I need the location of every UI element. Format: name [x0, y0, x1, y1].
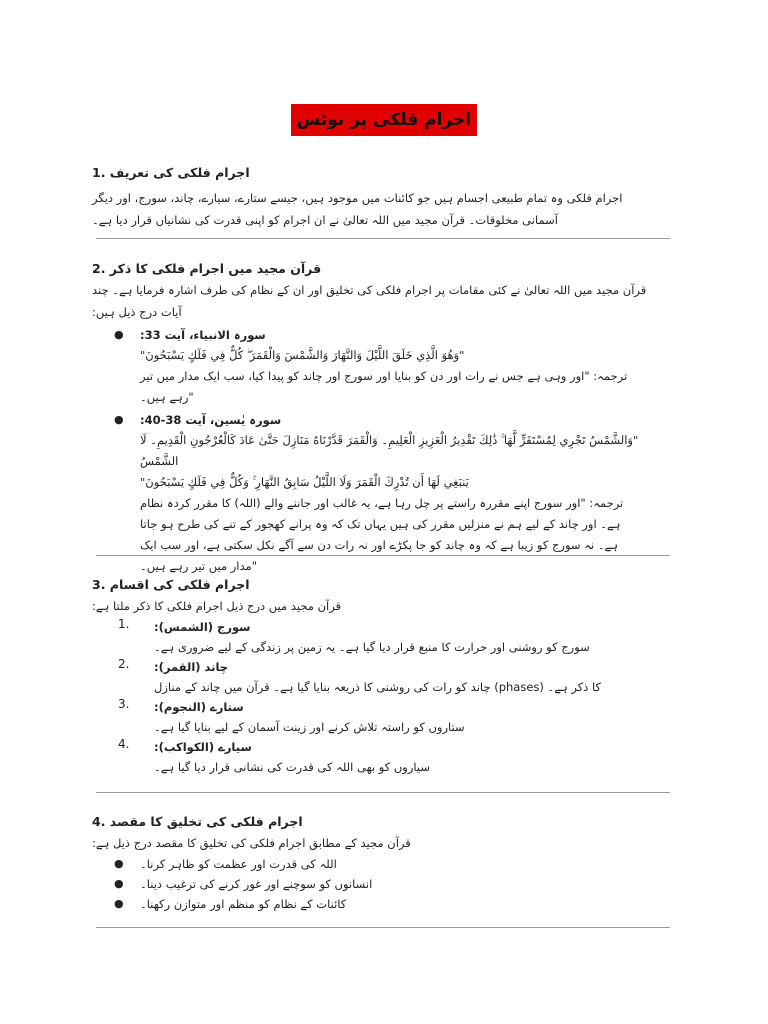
translation-line: ہے۔ اور چاند کے لیے ہم نے منزلیں مقرر کی ہیں یہاں تک کہ وہ پرانے کھجور کے تنے کی طرح ہو جاتا: [140, 517, 621, 531]
divider: [96, 792, 670, 793]
list-text: انسانوں کو سوچنے اور غور کرنے کی ترغیب دینا۔: [140, 877, 373, 891]
section-heading: اجرام فلکی کی تعریف .1: [92, 165, 250, 180]
list-item: [92, 894, 670, 914]
arabic-verse: "وَالشَّمْسُ تَجْرِي لِمُسْتَقَرٍّ لَّهَا ۚ ذَٰلِكَ تَقْدِيرُ الْعَزِيزِ الْعَلِيمِ۔ وَالْقَمَرَ قَدَّرْنَاهُ مَنَازِلَ حَتَّىٰ عَادَ كَالْعُرْجُونِ الْقَدِيمِ۔ لَا الشَّمْسُ: [140, 433, 639, 468]
divider: [96, 238, 670, 239]
paragraph-line: قرآن مجید میں اللہ تعالیٰ نے کئی مقامات پر اجرام فلکی کی تخلیق اور ان کے نظام کی طرف اشارہ فرمایا ہے۔ چند: [92, 283, 647, 297]
item-number: 2.: [118, 657, 130, 671]
section-types: [92, 575, 670, 777]
section-heading: اجرام فلکی کی اقسام .3: [92, 577, 250, 592]
item-label: ستارے (النجوم):: [154, 700, 244, 714]
list-item: [92, 854, 670, 874]
verse-reference: سورہ الانبیاء، آیت 33:: [140, 328, 266, 342]
paragraph-line: آسمانی مخلوقات۔ قرآن مجید میں اللہ تعالیٰ نے ان اجرام کو اپنی قدرت کی نشانیاں قرار دیا ہے۔: [92, 213, 558, 227]
list-item: [92, 697, 670, 737]
list-item: [92, 874, 670, 894]
paragraph-line: :آیات درج ذیل ہیں: [92, 305, 182, 319]
section-purpose: [92, 812, 670, 914]
item-label: سورج (الشمس):: [154, 620, 251, 634]
bullet-icon: ●: [114, 413, 124, 426]
title-wrap: [0, 104, 768, 136]
divider: [96, 555, 670, 556]
item-label: چاند (القمر):: [154, 660, 229, 674]
bullet-icon: ●: [114, 877, 124, 890]
bullet-icon: ●: [114, 857, 124, 870]
translation-line: ترجمہ: "اور وہی ہے جس نے رات اور دن کو بنایا اور سورج اور چاند کو پیدا کیا، سب ایک مدار میں تیر: [140, 369, 628, 383]
list-text: اللہ کی قدرت اور عظمت کو ظاہر کرنا۔: [140, 857, 337, 871]
item-description: ستاروں کو راستہ تلاش کرنے اور زینت آسمان کے لیے بنایا گیا ہے۔: [154, 720, 465, 734]
item-label: سیارے (الکواکب):: [154, 740, 252, 754]
section-heading: اجرام فلکی کی تخلیق کا مقصد .4: [92, 814, 303, 829]
item-description: سیاروں کو بھی اللہ کی قدرت کی نشانی قرار دیا گیا ہے۔: [154, 760, 430, 774]
translation-line: "مدار میں تیر رہے ہیں۔: [140, 559, 257, 573]
list-item: [92, 325, 670, 345]
item-number: 1.: [118, 617, 130, 631]
bullet-icon: ●: [114, 897, 124, 910]
paragraph-line: :قرآن مجید کے مطابق اجرام فلکی کی تخلیق کا مقصد درج ذیل ہے: [92, 836, 411, 850]
item-description: سورج کو روشنی اور حرارت کا منبع قرار دیا گیا ہے۔ یہ زمین پر زندگی کے لیے ضروری ہے۔: [154, 640, 590, 654]
list-item: [92, 657, 670, 697]
arabic-verse: يَنبَغِي لَهَا أَن تُدْرِكَ الْقَمَرَ وَلَا اللَّيْلُ سَابِقُ النَّهَارِ ۚ وَكُلٌّ فِي فَلَكٍ يَسْبَحُونَ": [140, 475, 469, 489]
bullet-icon: ●: [114, 328, 124, 341]
arabic-verse: "وَهُوَ الَّذِي خَلَقَ اللَّيْلَ وَالنَّهَارَ وَالشَّمْسَ وَالْقَمَرَ ۖ كُلٌّ فِي فَلَكٍ يَسْبَحُونَ": [140, 348, 465, 362]
list-item: [92, 617, 670, 657]
list-item: [92, 737, 670, 777]
translation-line: ترجمہ: "اور سورج اپنے مقررہ راستے پر چل رہا ہے، یہ غالب اور جاننے والے (اللہ) کا مقرر کردہ نظام: [140, 496, 624, 510]
verse-reference: سورہ یٰسین، آیت 38-40:: [140, 413, 282, 427]
section-heading: قرآن مجید میں اجرام فلکی کا ذکر .2: [92, 261, 322, 276]
list-item: [92, 410, 670, 430]
divider: [96, 927, 670, 928]
paragraph-line: :قرآن مجید میں درج ذیل اجرام فلکی کا ذکر ملتا ہے: [92, 599, 342, 613]
page-title: اجرام فلکی پر نوٹس: [291, 104, 477, 136]
section-quran-mention: [92, 259, 670, 577]
translation-line: ہے۔ نہ سورج کو زیبا ہے کہ وہ چاند کو جا پکڑے اور نہ رات دن سے آگے نکل سکتی ہے، اور سب ایک: [140, 538, 618, 552]
item-description: کا ذکر ہے۔ (phases) چاند کو رات کی روشنی کا ذریعہ بنایا گیا ہے۔ قرآن میں چاند کے منازل: [154, 680, 601, 694]
item-number: 3.: [118, 697, 130, 711]
list-text: کائنات کے نظام کو منظم اور متوازن رکھنا۔: [140, 897, 347, 911]
item-number: 4.: [118, 737, 130, 751]
paragraph-line: اجرام فلکی وہ تمام طبیعی اجسام ہیں جو کائنات میں موجود ہیں، جیسے ستارے، سیارے، چاند، سورج، اور دیگر: [92, 191, 623, 205]
section-definition: [92, 163, 670, 231]
translation-line: "رہے ہیں۔: [140, 390, 194, 404]
